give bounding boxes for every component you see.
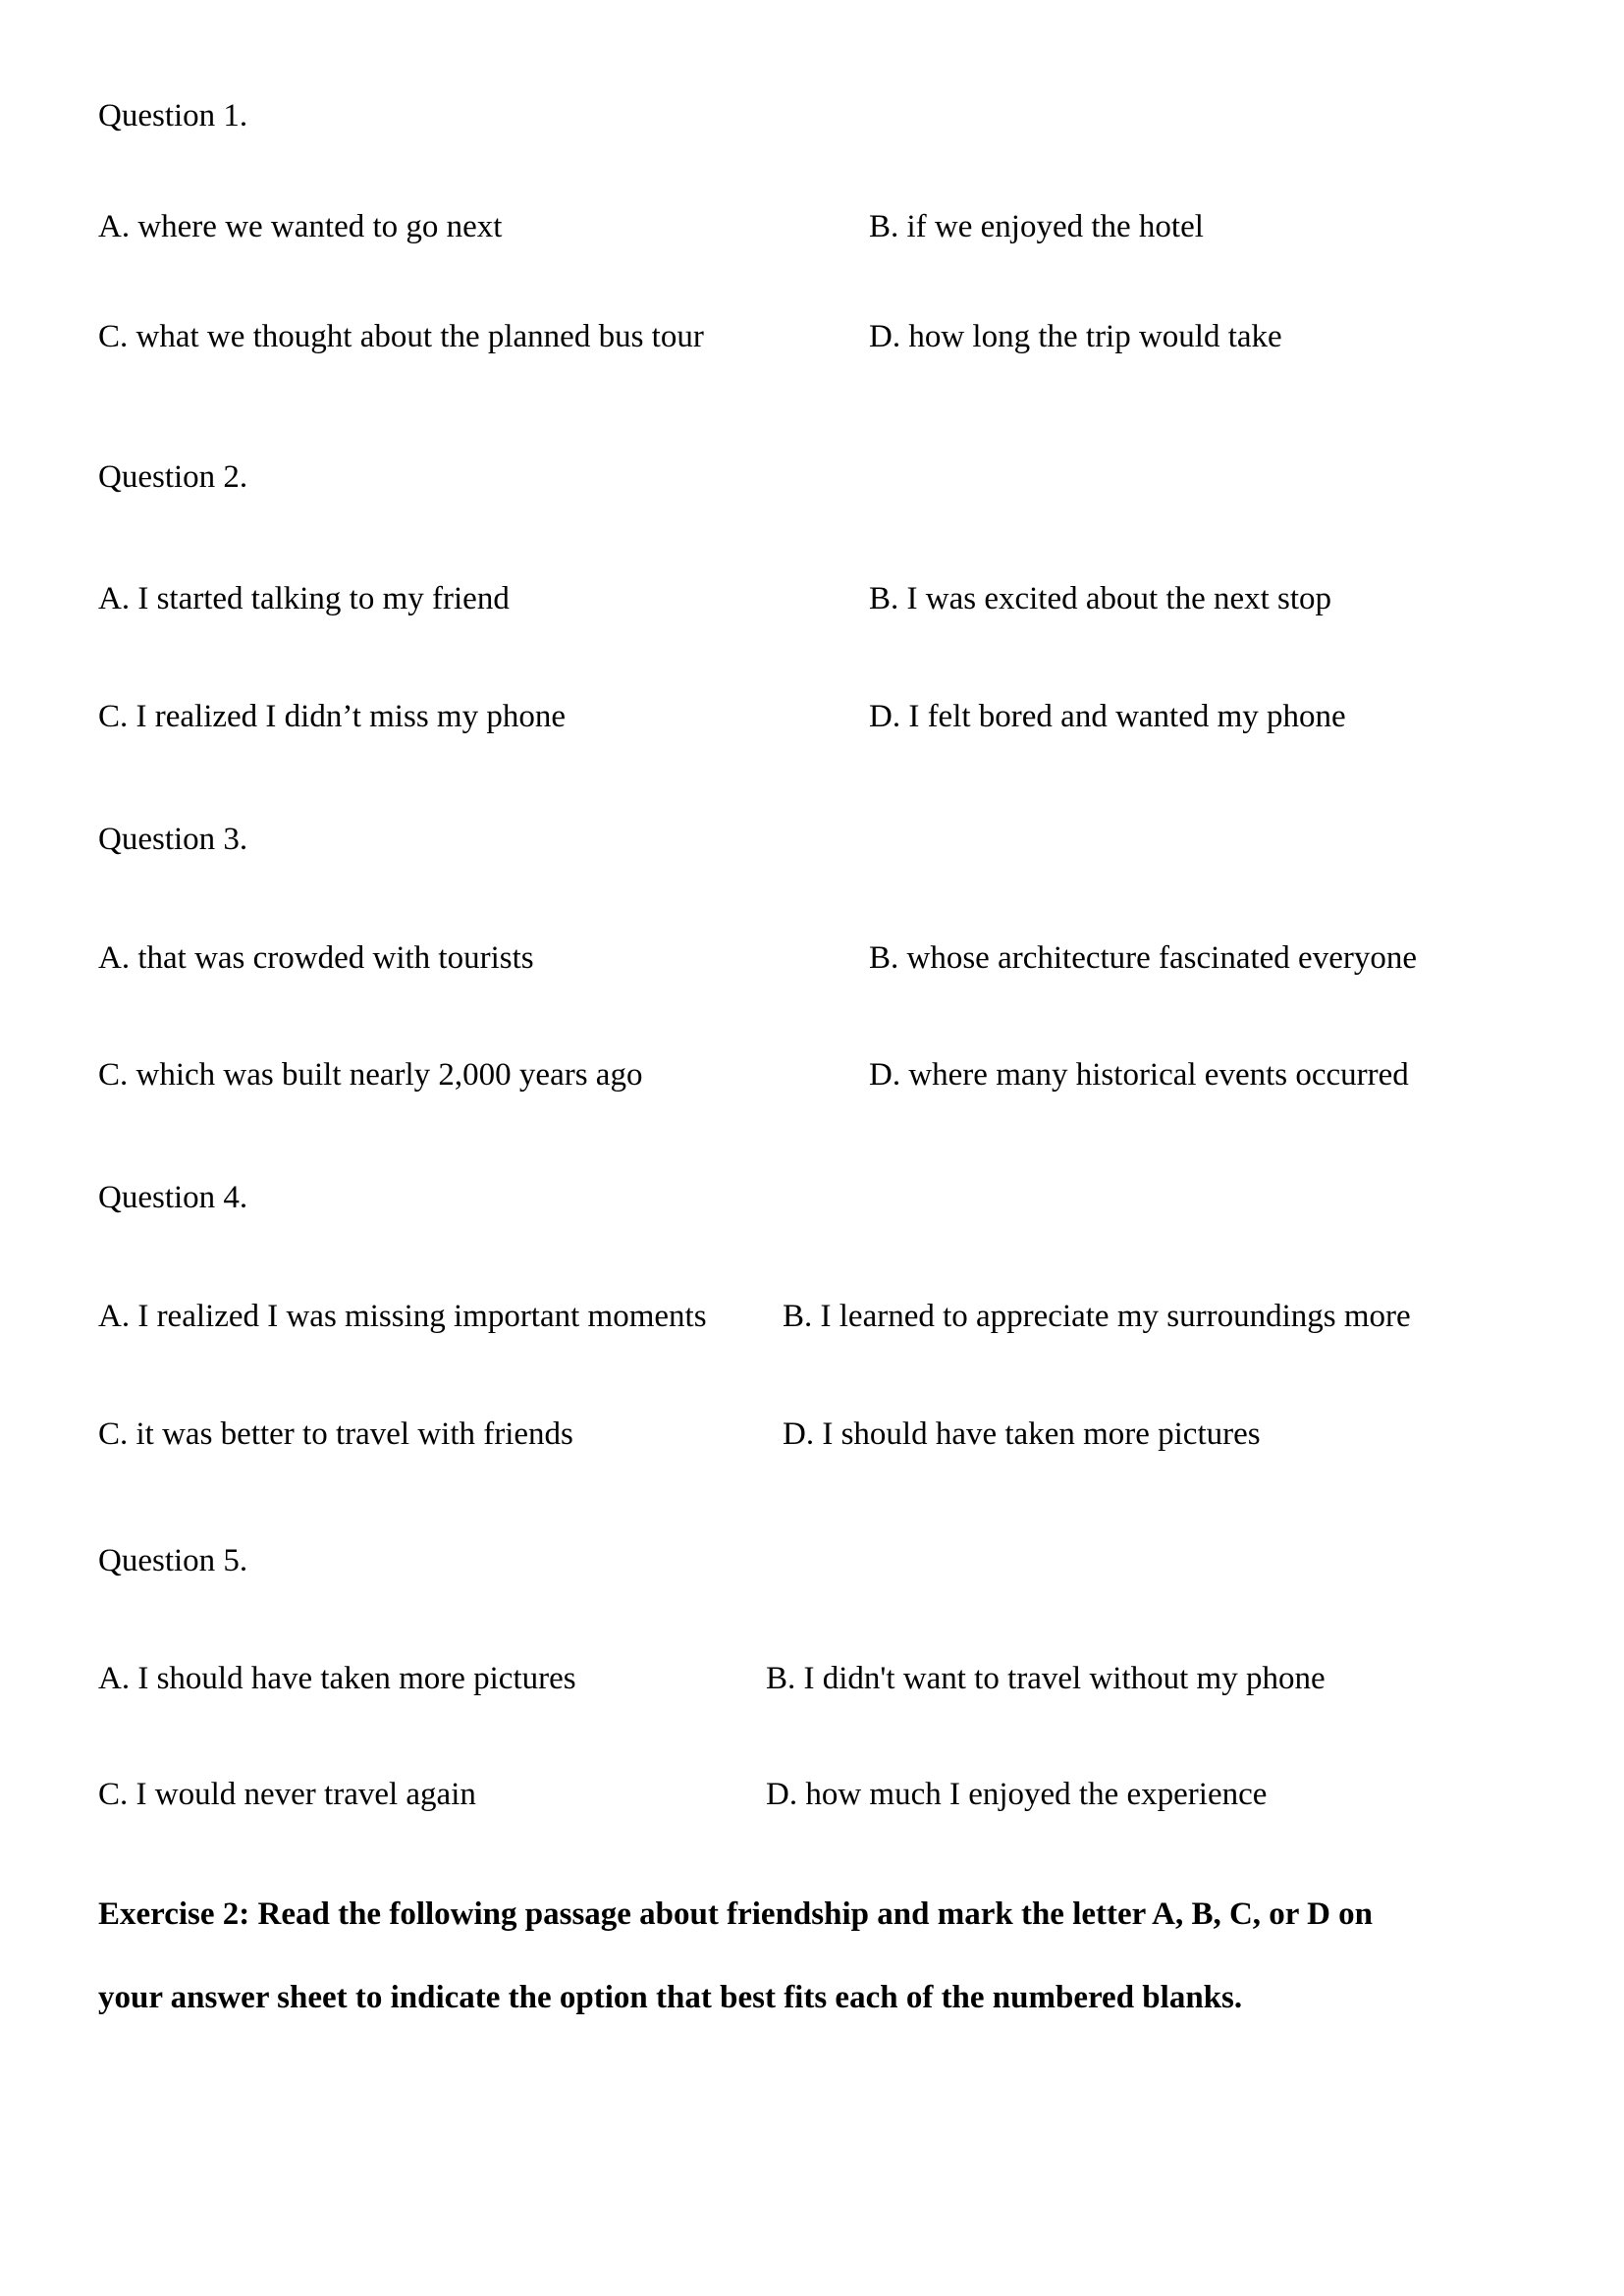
question-4-option-d: D. I should have taken more pictures — [783, 1416, 1261, 1452]
question-5-label: Question 5. — [98, 1543, 248, 1578]
question-5-option-a: A. I should have taken more pictures — [98, 1661, 576, 1696]
question-2-row-ab — [98, 578, 1565, 619]
question-2-option-c: C. I realized I didn’t miss my phone — [98, 699, 566, 734]
question-3-option-d: D. where many historical events occurred — [869, 1057, 1409, 1093]
question-1-option-c: C. what we thought about the planned bus tour — [98, 319, 704, 354]
question-1-row-ab — [98, 206, 1565, 247]
question-5-row-cd — [98, 1774, 1565, 1815]
question-3-row-ab — [98, 937, 1565, 979]
question-4-label: Question 4. — [98, 1180, 248, 1215]
question-5-option-c: C. I would never travel again — [98, 1777, 476, 1812]
question-4-row-cd — [98, 1414, 1565, 1455]
question-3-option-b: B. whose architecture fascinated everyone — [869, 940, 1417, 976]
question-5-option-b: B. I didn't want to travel without my phone — [766, 1661, 1326, 1696]
question-4-option-b: B. I learned to appreciate my surroundings more — [783, 1299, 1411, 1334]
question-2-label: Question 2. — [98, 459, 248, 495]
question-1-label: Question 1. — [98, 98, 248, 133]
question-1-option-b: B. if we enjoyed the hotel — [869, 209, 1204, 244]
question-5-option-d: D. how much I enjoyed the experience — [766, 1777, 1268, 1812]
question-2-option-d: D. I felt bored and wanted my phone — [869, 699, 1346, 734]
exercise-2-instruction-line-1: Exercise 2: Read the following passage about friendship and mark the letter A, B, C, or D on — [98, 1896, 1374, 1932]
question-4-option-a: A. I realized I was missing important moments — [98, 1299, 707, 1334]
question-3-label: Question 3. — [98, 822, 248, 857]
question-1-option-d: D. how long the trip would take — [869, 319, 1282, 354]
question-3-option-a: A. that was crowded with tourists — [98, 940, 534, 976]
question-1-row-cd — [98, 316, 1565, 357]
question-5-row-ab — [98, 1658, 1565, 1699]
question-4-row-ab — [98, 1296, 1565, 1337]
question-1-option-a: A. where we wanted to go next — [98, 209, 503, 244]
exercise-2-instruction-line-2: your answer sheet to indicate the option that best fits each of the numbered blanks. — [98, 1980, 1243, 2015]
question-3-option-c: C. which was built nearly 2,000 years ago — [98, 1057, 643, 1093]
question-2-option-b: B. I was excited about the next stop — [869, 581, 1332, 616]
question-4-option-c: C. it was better to travel with friends — [98, 1416, 573, 1452]
question-2-option-a: A. I started talking to my friend — [98, 581, 510, 616]
question-3-row-cd — [98, 1054, 1565, 1095]
question-2-row-cd — [98, 696, 1565, 737]
